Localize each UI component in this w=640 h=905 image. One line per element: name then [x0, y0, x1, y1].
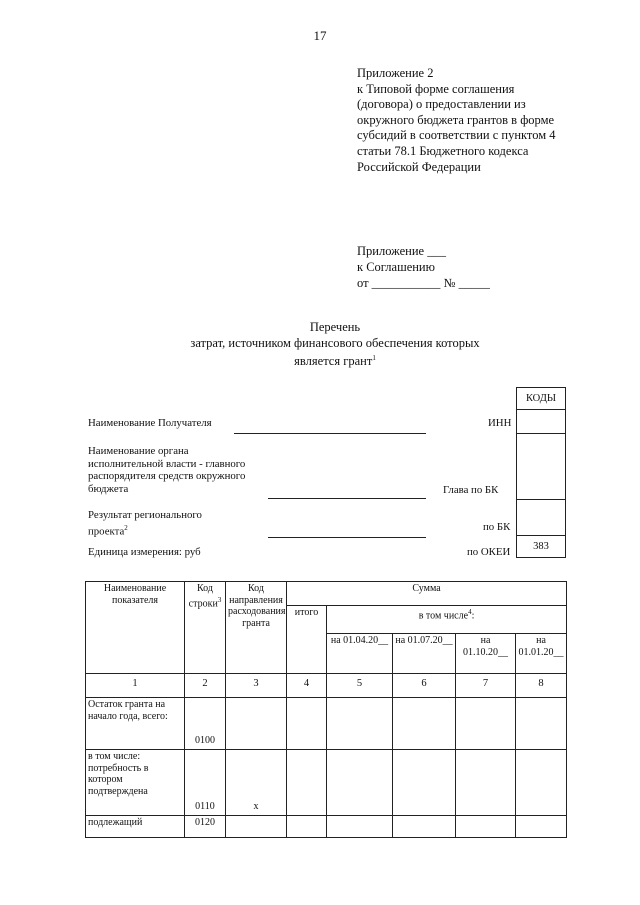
row-direction: x: [226, 750, 287, 816]
row-value-cell[interactable]: [516, 698, 567, 750]
row-name: в том числе: потребность в котором подтверждена: [86, 750, 185, 816]
row-value-cell[interactable]: [456, 816, 516, 838]
appendix-line: окружного бюджета грантов в форме: [357, 112, 555, 127]
header-date: на 01.01.20__: [516, 634, 567, 674]
appendix-line: субсидий в соответствии с пунктом 4: [357, 128, 556, 143]
appendix-line: Российской Федерации: [357, 159, 481, 174]
authority-label: [88, 445, 245, 495]
document-title: [100, 320, 570, 370]
authority-underline[interactable]: [268, 498, 426, 499]
header-total: итого: [287, 606, 327, 674]
table-row: [86, 816, 567, 838]
recipient-label: Наименование Получателя: [88, 417, 212, 429]
title-line: затрат, источником финансового обеспечения которых: [190, 335, 480, 350]
row-value-cell[interactable]: [456, 750, 516, 816]
title-text: является грант: [294, 354, 373, 369]
row-code: 0100: [185, 698, 226, 750]
authority-label-line: исполнительной власти - главного: [88, 457, 246, 470]
costs-table: [85, 581, 567, 838]
authority-label-line: бюджета: [88, 482, 129, 495]
row-direction: [226, 698, 287, 750]
row-value-cell[interactable]: [393, 816, 456, 838]
row-value-cell[interactable]: [456, 698, 516, 750]
row-direction: [226, 816, 287, 838]
annex-line: от ___________ № _____: [357, 276, 490, 290]
recipient-underline[interactable]: [234, 433, 426, 434]
row-total-cell[interactable]: [287, 698, 327, 750]
row-code: 0110: [185, 750, 226, 816]
authority-label-line: Наименование органа: [88, 445, 189, 457]
title-line: Перечень: [309, 320, 361, 334]
header-code-row: [185, 582, 226, 674]
column-number: 4: [287, 674, 327, 698]
header-name: Наименование показателя: [86, 582, 185, 674]
inn-label: ИНН: [488, 417, 512, 429]
column-number: 6: [393, 674, 456, 698]
result-label-line: [88, 522, 202, 538]
inn-code-cell[interactable]: [517, 410, 566, 434]
row-value-cell[interactable]: [327, 750, 393, 816]
table-row: [86, 750, 567, 816]
result-label: [88, 509, 202, 538]
po-bk-code-cell[interactable]: [517, 500, 566, 536]
row-value-cell[interactable]: [393, 750, 456, 816]
header-including-colon: :: [471, 610, 475, 622]
footnote-mark: 3: [217, 595, 222, 604]
row-value-cell[interactable]: [327, 698, 393, 750]
appendix-line: к Типовой форме соглашения: [357, 81, 515, 96]
annex-line: к Соглашению: [357, 260, 435, 274]
footnote-mark: 4: [468, 608, 472, 616]
row-name: Остаток гранта на начало года, всего:: [86, 698, 185, 750]
authority-label-line: распорядителя средств окружного: [88, 470, 246, 483]
row-value-cell[interactable]: [516, 816, 567, 838]
glava-label: Глава по БК: [443, 484, 499, 496]
appendix-header: [357, 66, 556, 175]
annex-line: Приложение ___: [357, 244, 446, 258]
column-number: 3: [226, 674, 287, 698]
glava-code-cell[interactable]: [517, 434, 566, 500]
result-label-text: проекта: [88, 525, 125, 538]
header-date: на 01.10.20__: [456, 634, 516, 674]
header-code-row-text: Код строки: [188, 583, 218, 609]
header-date: на 01.07.20__: [393, 634, 456, 674]
header-sum: Сумма: [287, 582, 567, 606]
column-number: 1: [86, 674, 185, 698]
column-number: 2: [185, 674, 226, 698]
table-row: [86, 698, 567, 750]
row-value-cell[interactable]: [516, 750, 567, 816]
column-number: 5: [327, 674, 393, 698]
row-value-cell[interactable]: [393, 698, 456, 750]
row-value-cell[interactable]: [327, 816, 393, 838]
header-including: [327, 606, 567, 634]
title-line: [100, 351, 570, 370]
header-code-direction: Код направления расходования гранта: [226, 582, 287, 674]
footnote-mark: 2: [124, 523, 128, 532]
footnote-mark: 1: [372, 354, 376, 362]
appendix-line: Приложение 2: [357, 66, 434, 80]
result-underline[interactable]: [268, 537, 426, 538]
annex-block: [357, 243, 490, 291]
page-number: 17: [313, 28, 327, 43]
unit-label: Единица измерения: руб: [88, 546, 201, 558]
codes-header: КОДЫ: [517, 388, 566, 410]
column-number: 8: [516, 674, 567, 698]
header-including-text: в том числе: [418, 610, 469, 622]
po-bk-label: по БК: [483, 521, 511, 533]
codes-table: [516, 387, 566, 558]
row-total-cell[interactable]: [287, 816, 327, 838]
appendix-line: статьи 78.1 Бюджетного кодекса: [357, 143, 529, 158]
okei-label: по ОКЕИ: [467, 546, 511, 558]
appendix-line: (договора) о предоставлении из: [357, 97, 526, 112]
row-total-cell[interactable]: [287, 750, 327, 816]
column-number: 7: [456, 674, 516, 698]
row-code: 0120: [185, 816, 226, 838]
header-date: на 01.04.20__: [327, 634, 393, 674]
row-name: подлежащий: [86, 816, 185, 838]
okei-code-cell: 383: [517, 536, 566, 558]
result-label-line: Результат регионального: [88, 509, 202, 521]
